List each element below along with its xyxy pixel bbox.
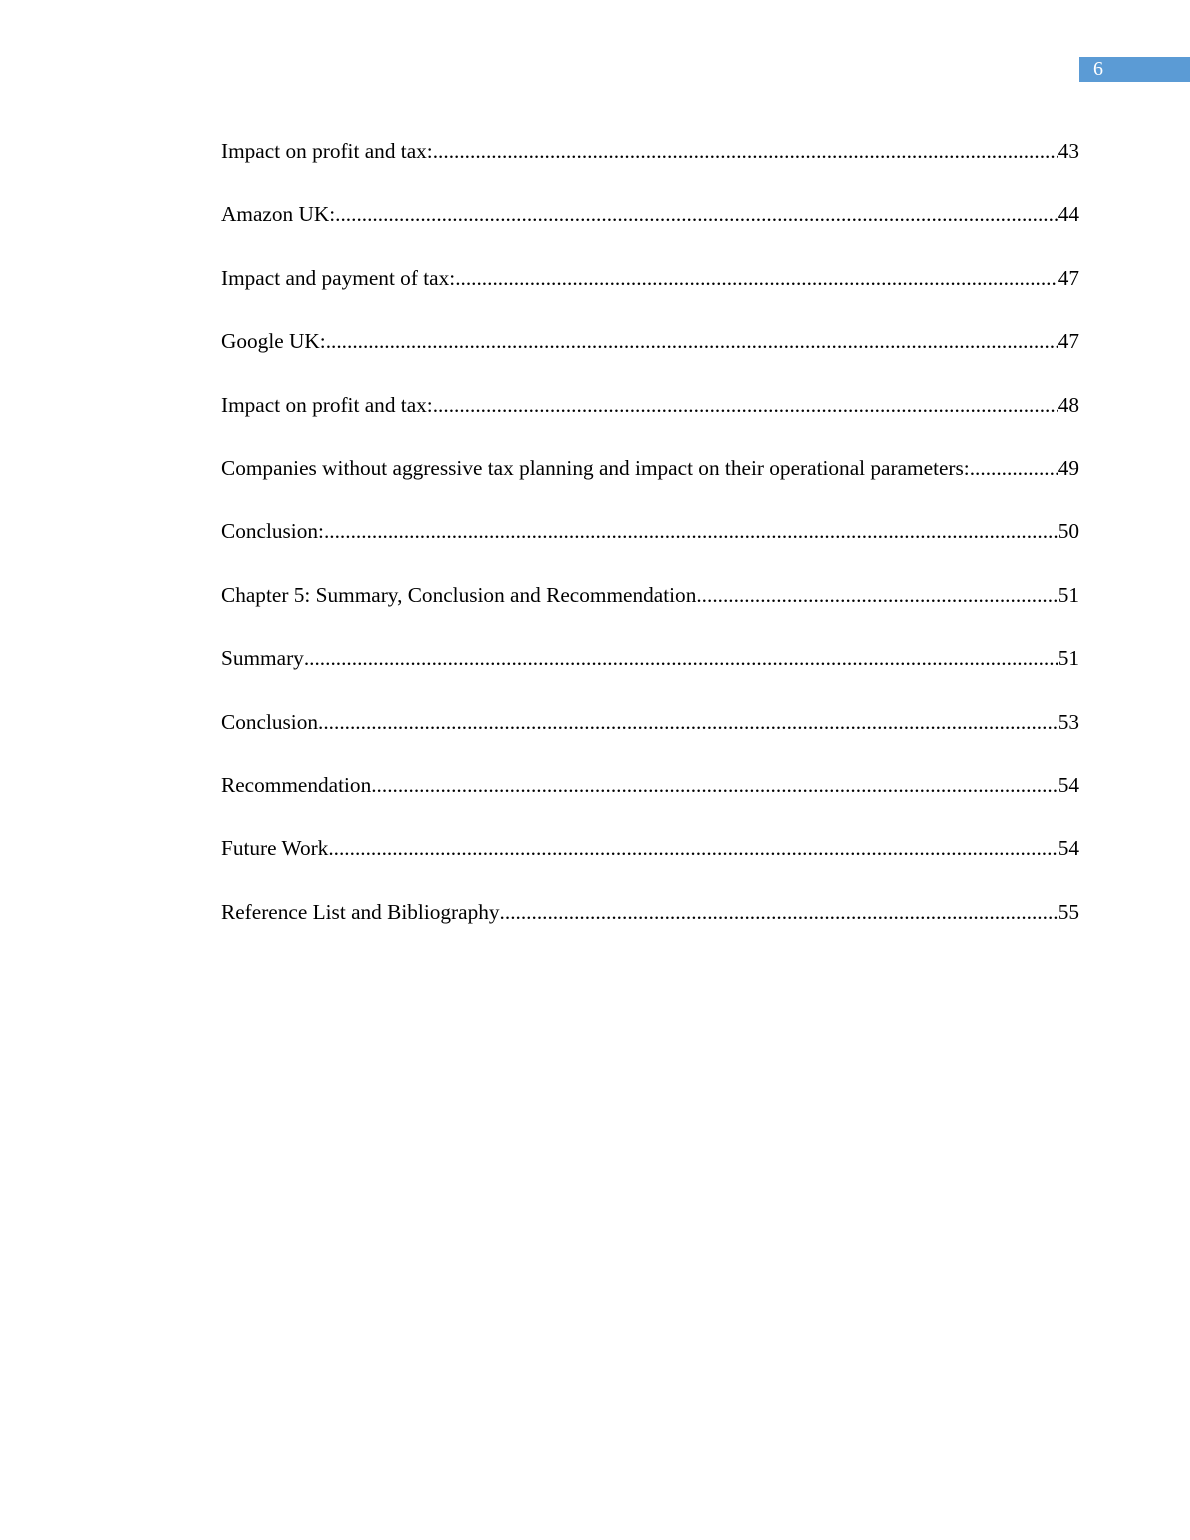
- toc-entry-page: 50: [1057, 519, 1079, 544]
- toc-entry-reference-list[interactable]: [221, 895, 1079, 958]
- toc-entry-title: Companies without aggressive tax planning and impact on their operational parameters:: [221, 455, 970, 480]
- toc-entry-title: Summary: [221, 646, 304, 671]
- toc-entry-future-work[interactable]: [221, 831, 1079, 894]
- toc-entry-impact-and-payment-of-tax[interactable]: [221, 261, 1079, 324]
- toc-dot-leader: [433, 134, 1058, 168]
- toc-entry-page: 55: [1057, 899, 1079, 924]
- toc-dot-leader: [371, 768, 1057, 802]
- toc-entry-page: 51: [1057, 582, 1079, 607]
- toc-dot-leader: [318, 705, 1058, 739]
- toc-entry-page: 54: [1057, 772, 1079, 797]
- toc-entry-conclusion[interactable]: [221, 705, 1079, 768]
- toc-entry-title: Amazon UK:: [221, 202, 336, 227]
- toc-entry-page: 49: [1057, 455, 1079, 480]
- toc-dot-leader: [304, 641, 1058, 675]
- toc-dot-leader: [696, 578, 1057, 612]
- toc-entry-companies-without-aggressive-tax-planning[interactable]: [221, 451, 1079, 514]
- toc-entry-impact-on-profit-and-tax-1[interactable]: [221, 134, 1079, 197]
- toc-entry-page: 53: [1057, 709, 1079, 734]
- toc-dot-leader: [328, 831, 1057, 865]
- page-number: 6: [1093, 58, 1103, 80]
- toc-dot-leader: [335, 197, 1058, 231]
- toc-entry-title: Impact and payment of tax:: [221, 265, 456, 290]
- toc-entry-google-uk[interactable]: [221, 324, 1079, 387]
- toc-dot-leader: [500, 895, 1058, 929]
- toc-entry-impact-on-profit-and-tax-2[interactable]: [221, 388, 1079, 451]
- toc-entry-page: 54: [1057, 836, 1079, 861]
- toc-entry-title: Google UK:: [221, 329, 326, 354]
- toc-entry-page: 48: [1057, 392, 1079, 417]
- toc-dot-leader: [455, 261, 1058, 295]
- table-of-contents: [221, 134, 1079, 958]
- toc-entry-title: Reference List and Bibliography: [221, 899, 500, 924]
- toc-entry-conclusion-chapter-4[interactable]: [221, 514, 1079, 577]
- toc-dot-leader: [326, 324, 1058, 358]
- toc-entry-page: 43: [1057, 139, 1079, 163]
- toc-entry-title: Conclusion:: [221, 519, 324, 544]
- toc-dot-leader: [324, 514, 1058, 548]
- toc-entry-title: Impact on profit and tax:: [221, 139, 433, 163]
- toc-entry-recommendation[interactable]: [221, 768, 1079, 831]
- toc-entry-page: 47: [1057, 329, 1079, 354]
- toc-entry-amazon-uk[interactable]: [221, 197, 1079, 260]
- toc-entry-title: Conclusion: [221, 709, 319, 734]
- toc-dot-leader: [433, 388, 1058, 422]
- toc-entry-summary[interactable]: [221, 641, 1079, 704]
- page-number-badge: [1079, 57, 1190, 82]
- toc-dot-leader: [970, 451, 1058, 485]
- toc-entry-page: 51: [1057, 646, 1079, 671]
- toc-entry-title: Future Work: [221, 836, 329, 861]
- toc-entry-title: Recommendation: [221, 772, 372, 797]
- toc-entry-page: 44: [1057, 202, 1079, 227]
- toc-entry-title: Chapter 5: Summary, Conclusion and Recommendation: [221, 582, 697, 607]
- toc-entry-chapter-5[interactable]: [221, 578, 1079, 641]
- toc-entry-title: Impact on profit and tax:: [221, 392, 433, 417]
- toc-entry-page: 47: [1057, 265, 1079, 290]
